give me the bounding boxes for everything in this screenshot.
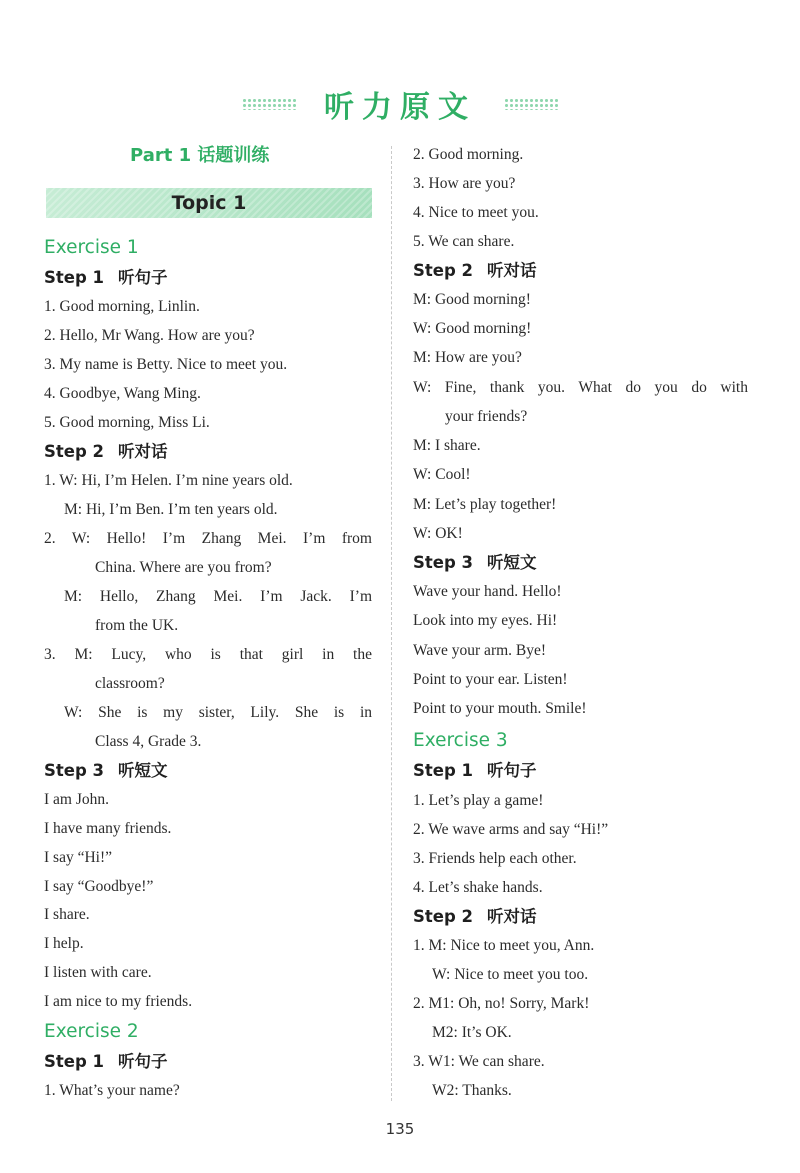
decorative-dots-right (504, 98, 558, 110)
transcript-line: M: Let’s play together! (413, 496, 557, 513)
step-label: Step 1 (413, 761, 473, 780)
transcript-line: W: Cool! (413, 466, 471, 483)
page-number: 135 (385, 1120, 415, 1138)
transcript-line: Point to your mouth. Smile! (413, 700, 587, 717)
topic-label: Topic 1 (171, 192, 247, 214)
transcript-line: 1. M: Nice to meet you, Ann. (413, 937, 595, 954)
transcript-line: Class 4, Grade 3. (95, 733, 202, 750)
transcript-line: M2: It’s OK. (432, 1024, 512, 1041)
step-instruction: 听对话 (487, 907, 537, 926)
step-heading (413, 548, 537, 577)
transcript-line: 2. Good morning. (413, 146, 524, 163)
transcript-line: Look into my eyes. Hi! (413, 612, 558, 629)
transcript-line: 2. W: Hello! I’m Zhang Mei. I’m from (44, 530, 372, 547)
decorative-dots-left (242, 98, 296, 110)
step-label: Step 1 (44, 1052, 104, 1071)
topic-banner (46, 188, 372, 218)
step-label: Step 2 (413, 261, 473, 280)
transcript-line: I say “Hi!” (44, 849, 112, 866)
transcript-line: from the UK. (95, 617, 179, 634)
transcript-line: 2. M1: Oh, no! Sorry, Mark! (413, 995, 590, 1012)
transcript-line: W: Fine, thank you. What do you do with (413, 379, 748, 396)
step-label: Step 2 (44, 442, 104, 461)
page-title-block (0, 82, 800, 126)
transcript-line: I say “Goodbye!” (44, 878, 154, 895)
step-heading (44, 1047, 168, 1076)
transcript-line: I have many friends. (44, 820, 172, 837)
transcript-line: W2: Thanks. (432, 1082, 512, 1099)
transcript-line: 1. Let’s play a game! (413, 792, 544, 809)
step-label: Step 3 (44, 761, 104, 780)
transcript-line: 3. How are you? (413, 175, 516, 192)
step-instruction: 听句子 (118, 268, 168, 287)
transcript-line: 5. Good morning, Miss Li. (44, 414, 210, 431)
step-instruction: 听句子 (118, 1052, 168, 1071)
step-instruction: 听对话 (118, 442, 168, 461)
transcript-line: 5. We can share. (413, 233, 515, 250)
exercise-heading: Exercise 3 (413, 730, 508, 751)
page-title: 听力原文 (324, 90, 476, 125)
step-heading (44, 756, 168, 785)
transcript-line: 2. We wave arms and say “Hi!” (413, 821, 609, 838)
transcript-line: Wave your arm. Bye! (413, 642, 547, 659)
transcript-line: 3. Friends help each other. (413, 850, 577, 867)
step-instruction: 听句子 (487, 761, 537, 780)
transcript-line: M: Good morning! (413, 291, 531, 308)
transcript-line: 4. Let’s shake hands. (413, 879, 543, 896)
transcript-line: 4. Nice to meet you. (413, 204, 539, 221)
step-heading (413, 902, 537, 931)
step-label: Step 1 (44, 268, 104, 287)
transcript-line: 3. W1: We can share. (413, 1053, 545, 1070)
step-heading (44, 263, 168, 292)
transcript-line: W: OK! (413, 525, 463, 542)
part-heading: Part 1 话题训练 (130, 145, 270, 166)
transcript-line: 2. Hello, Mr Wang. How are you? (44, 327, 255, 344)
transcript-line: 1. W: Hi, I’m Helen. I’m nine years old. (44, 472, 293, 489)
transcript-line: W: She is my sister, Lily. She is in (64, 704, 372, 721)
step-label: Step 2 (413, 907, 473, 926)
transcript-line: 4. Goodbye, Wang Ming. (44, 385, 201, 402)
exercise-heading: Exercise 1 (44, 237, 139, 258)
transcript-line: 1. Good morning, Linlin. (44, 298, 200, 315)
transcript-line: M: Hi, I’m Ben. I’m ten years old. (64, 501, 278, 518)
step-instruction: 听短文 (487, 553, 537, 572)
transcript-line: your friends? (445, 408, 528, 425)
column-divider (391, 146, 392, 1101)
transcript-line: W: Good morning! (413, 320, 532, 337)
transcript-line: 3. My name is Betty. Nice to meet you. (44, 356, 288, 373)
transcript-line: M: Hello, Zhang Mei. I’m Jack. I’m (64, 588, 372, 605)
step-heading (413, 756, 537, 785)
transcript-line: I share. (44, 906, 90, 923)
transcript-line: 1. What’s your name? (44, 1082, 180, 1099)
step-heading (44, 437, 168, 466)
step-instruction: 听短文 (118, 761, 168, 780)
transcript-line: China. Where are you from? (95, 559, 272, 576)
transcript-line: M: I share. (413, 437, 481, 454)
transcript-line: I am John. (44, 791, 110, 808)
step-instruction: 听对话 (487, 261, 537, 280)
transcript-line: I help. (44, 935, 84, 952)
exercise-heading: Exercise 2 (44, 1021, 139, 1042)
transcript-line: 3. M: Lucy, who is that girl in the (44, 646, 372, 663)
step-label: Step 3 (413, 553, 473, 572)
transcript-line: M: How are you? (413, 349, 522, 366)
transcript-line: Point to your ear. Listen! (413, 671, 568, 688)
transcript-line: Wave your hand. Hello! (413, 583, 562, 600)
transcript-line: I listen with care. (44, 964, 152, 981)
transcript-line: W: Nice to meet you too. (432, 966, 589, 983)
step-heading (413, 256, 537, 285)
transcript-line: I am nice to my friends. (44, 993, 193, 1010)
transcript-line: classroom? (95, 675, 165, 692)
